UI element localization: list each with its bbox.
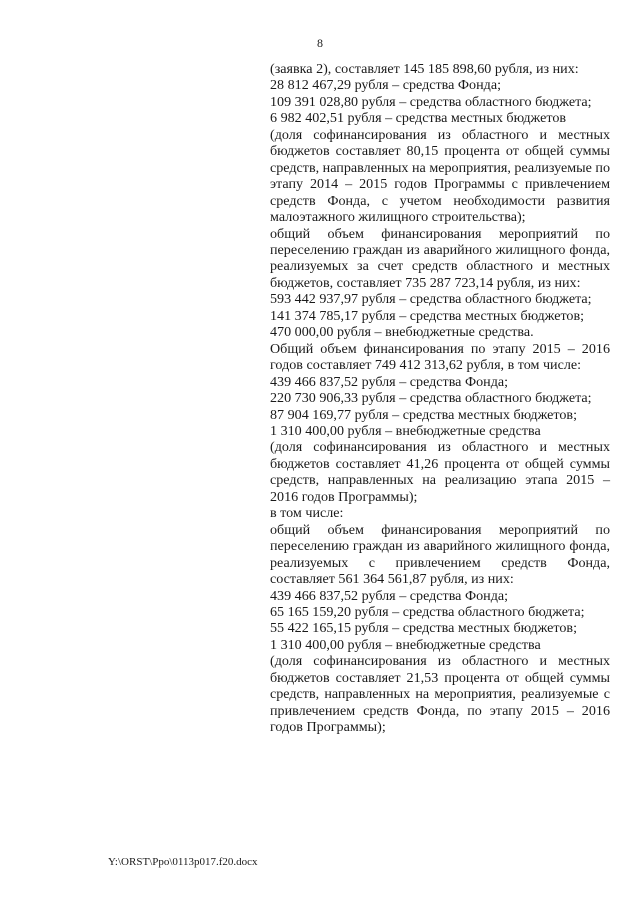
paragraph: 439 466 837,52 рубля – средства Фонда;: [270, 373, 509, 390]
paragraph: 65 165 159,20 рубля – средства областного бюджета;: [270, 603, 585, 620]
paragraph: 220 730 906,33 рубля – средства областного бюджета;: [270, 390, 592, 407]
paragraph: 593 442 937,97 рубля – средства областного бюджета;: [270, 291, 592, 308]
paragraph: общий объем финансирования мероприятий по переселению граждан из аварийного жилищного фонда, реализуемых за счет средств областного и местных бюджетов, составляет 735 287 723,14 рубля, из них:: [270, 225, 610, 291]
paragraph: 6 982 402,51 рубля – средства местных бюджетов: [270, 110, 567, 127]
paragraph: 1 310 400,00 рубля – внебюджетные средства: [270, 636, 541, 653]
paragraph: 141 374 785,17 рубля – средства местных бюджетов;: [270, 307, 585, 324]
paragraph: Общий объем финансирования по этапу 2015 – 2016 годов составляет 749 412 313,62 рубля, в том числе:: [270, 340, 610, 374]
paragraph: 55 422 165,15 рубля – средства местных бюджетов;: [270, 620, 577, 637]
paragraph: (заявка 2), составляет 145 185 898,60 рубля, из них:: [270, 61, 579, 77]
paragraph: 439 466 837,52 рубля – средства Фонда;: [270, 587, 509, 604]
page-number: 8: [317, 36, 323, 50]
paragraph: в том числе:: [270, 505, 344, 522]
paragraph: 1 310 400,00 рубля – внебюджетные средства: [270, 422, 541, 439]
paragraph: 87 904 169,77 рубля – средства местных бюджетов;: [270, 406, 577, 423]
paragraph: 28 812 467,29 рубля – средства Фонда;: [270, 77, 501, 94]
paragraph: (доля софинансирования из областного и местных бюджетов составляет 21,53 процента от общей суммы средств, направленных на мероприятия, реализуемые с привлечением средств Фонда, по этапу 2015 – 2016 годов Программы);: [270, 653, 610, 736]
paragraph: (доля софинансирования из областного и местных бюджетов составляет 41,26 процента от общей суммы средств, направленных на реализацию этапа 2015 – 2016 годов Программы);: [270, 439, 610, 505]
paragraph: общий объем финансирования мероприятий по переселению граждан из аварийного жилищного фонда, реализуемых с привлечением средств Фонда, составляет 561 364 561,87 рубля, из них:: [270, 521, 610, 588]
paragraph: 109 391 028,80 рубля – средства областного бюджета;: [270, 93, 592, 110]
paragraph: (доля софинансирования из областного и местных бюджетов составляет 80,15 процента от общей суммы средств, направленных на мероприятия, реализуемые по этапу 2014 – 2015 годов Программы с привлечением средств Фонда, с учетом необходимости развития малоэтажного жилищного строительства);: [270, 126, 611, 226]
document-text: [270, 61, 610, 736]
file-path-footer: Y:\ORST\Ppo\0113p017.f20.docx: [108, 856, 258, 868]
paragraph: 470 000,00 рубля – внебюджетные средства.: [270, 324, 534, 341]
